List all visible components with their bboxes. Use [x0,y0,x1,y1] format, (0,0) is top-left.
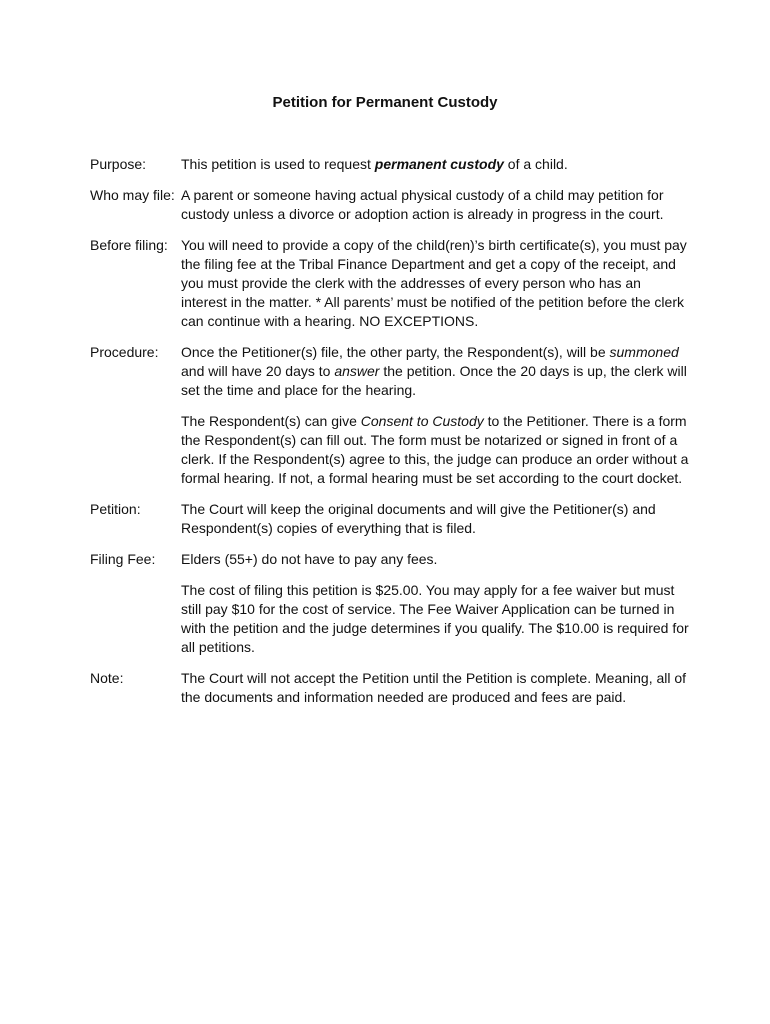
section-body-petition [181,500,690,538]
purpose-emphasis: permanent custody [374,156,504,172]
document-sections [90,155,690,719]
procedure-text-c: and will have 20 days to [181,363,335,379]
section-label-procedure: Procedure: [90,344,159,360]
petition-paragraph: The Court will keep the original documents and will give the Petitioner(s) and Respondent(s) copies of everything that is filed. [181,501,656,536]
section-label-filing-fee: Filing Fee: [90,551,156,567]
section-body-filing-fee [181,550,690,657]
note-paragraph: The Court will not accept the Petition until the Petition is complete. Meaning, all of the documents and information needed are produced and fees are paid. [181,670,687,705]
section-body-procedure [181,343,690,488]
section-body-before-filing [181,236,690,331]
section-label-purpose: Purpose: [90,156,147,172]
section-label-petition: Petition: [90,501,141,517]
document-title: Petition for Permanent Custody [272,94,498,111]
section-label-who-may-file: Who may file: [90,187,175,203]
section-before-filing [90,236,690,331]
section-petition [90,500,690,538]
purpose-text-end: of a child. [503,156,568,172]
section-body-note [181,669,690,707]
purpose-text-start: This petition is used to request [181,156,375,172]
filing-fee-paragraph-2: The cost of filing this petition is $25.00. You may apply for a fee waiver but must still pay $10 for the cost of service. The Fee Waiver Application can be turned in with the petition and the judge determines if you qualify. The $10.00 is required for all petitions. [181,582,689,655]
section-purpose [90,155,690,174]
procedure-summoned-emphasis: summoned [609,344,679,360]
procedure-p2-text-c: to the Petitioner. There is a form the Respondent(s) can fill out. The form must be notarized or signed in front of a clerk. If the Respondent(s) agree to this, the judge can produce an order without a formal hearing. If not, a formal hearing must be set according to the court docket. [181,413,689,486]
procedure-paragraph-1 [181,343,690,400]
procedure-answer-emphasis: answer [334,363,380,379]
section-body-who-may-file [181,186,690,224]
procedure-text-e: the petition. Once the 20 days is up, the clerk will set the time and place for the hearing. [181,363,687,398]
procedure-text-a: Once the Petitioner(s) file, the other party, the Respondent(s), will be [181,344,610,360]
procedure-consent-emphasis: Consent to Custody [360,413,484,429]
procedure-p2-text-a: The Respondent(s) can give [181,413,361,429]
who-may-file-paragraph: A parent or someone having actual physical custody of a child may petition for custody unless a divorce or adoption action is already in progress in the court. [181,187,664,222]
section-who-may-file [90,186,690,224]
section-procedure [90,343,690,488]
section-filing-fee [90,550,690,657]
purpose-paragraph [181,155,690,174]
section-label-before-filing: Before filing: [90,237,168,253]
section-note [90,669,690,707]
filing-fee-paragraph-1: Elders (55+) do not have to pay any fees. [181,551,438,567]
section-label-note: Note: [90,670,124,686]
procedure-paragraph-2 [181,412,690,488]
section-body-purpose [181,155,690,174]
before-filing-paragraph: You will need to provide a copy of the child(ren)’s birth certificate(s), you must pay the filing fee at the Tribal Finance Department and get a copy of the receipt, and you must provide the clerk with the addresses of every person who has an interest in the matter. * All parents’ must be notified of the petition before the clerk can continue with a hearing. NO EXCEPTIONS. [181,237,687,329]
